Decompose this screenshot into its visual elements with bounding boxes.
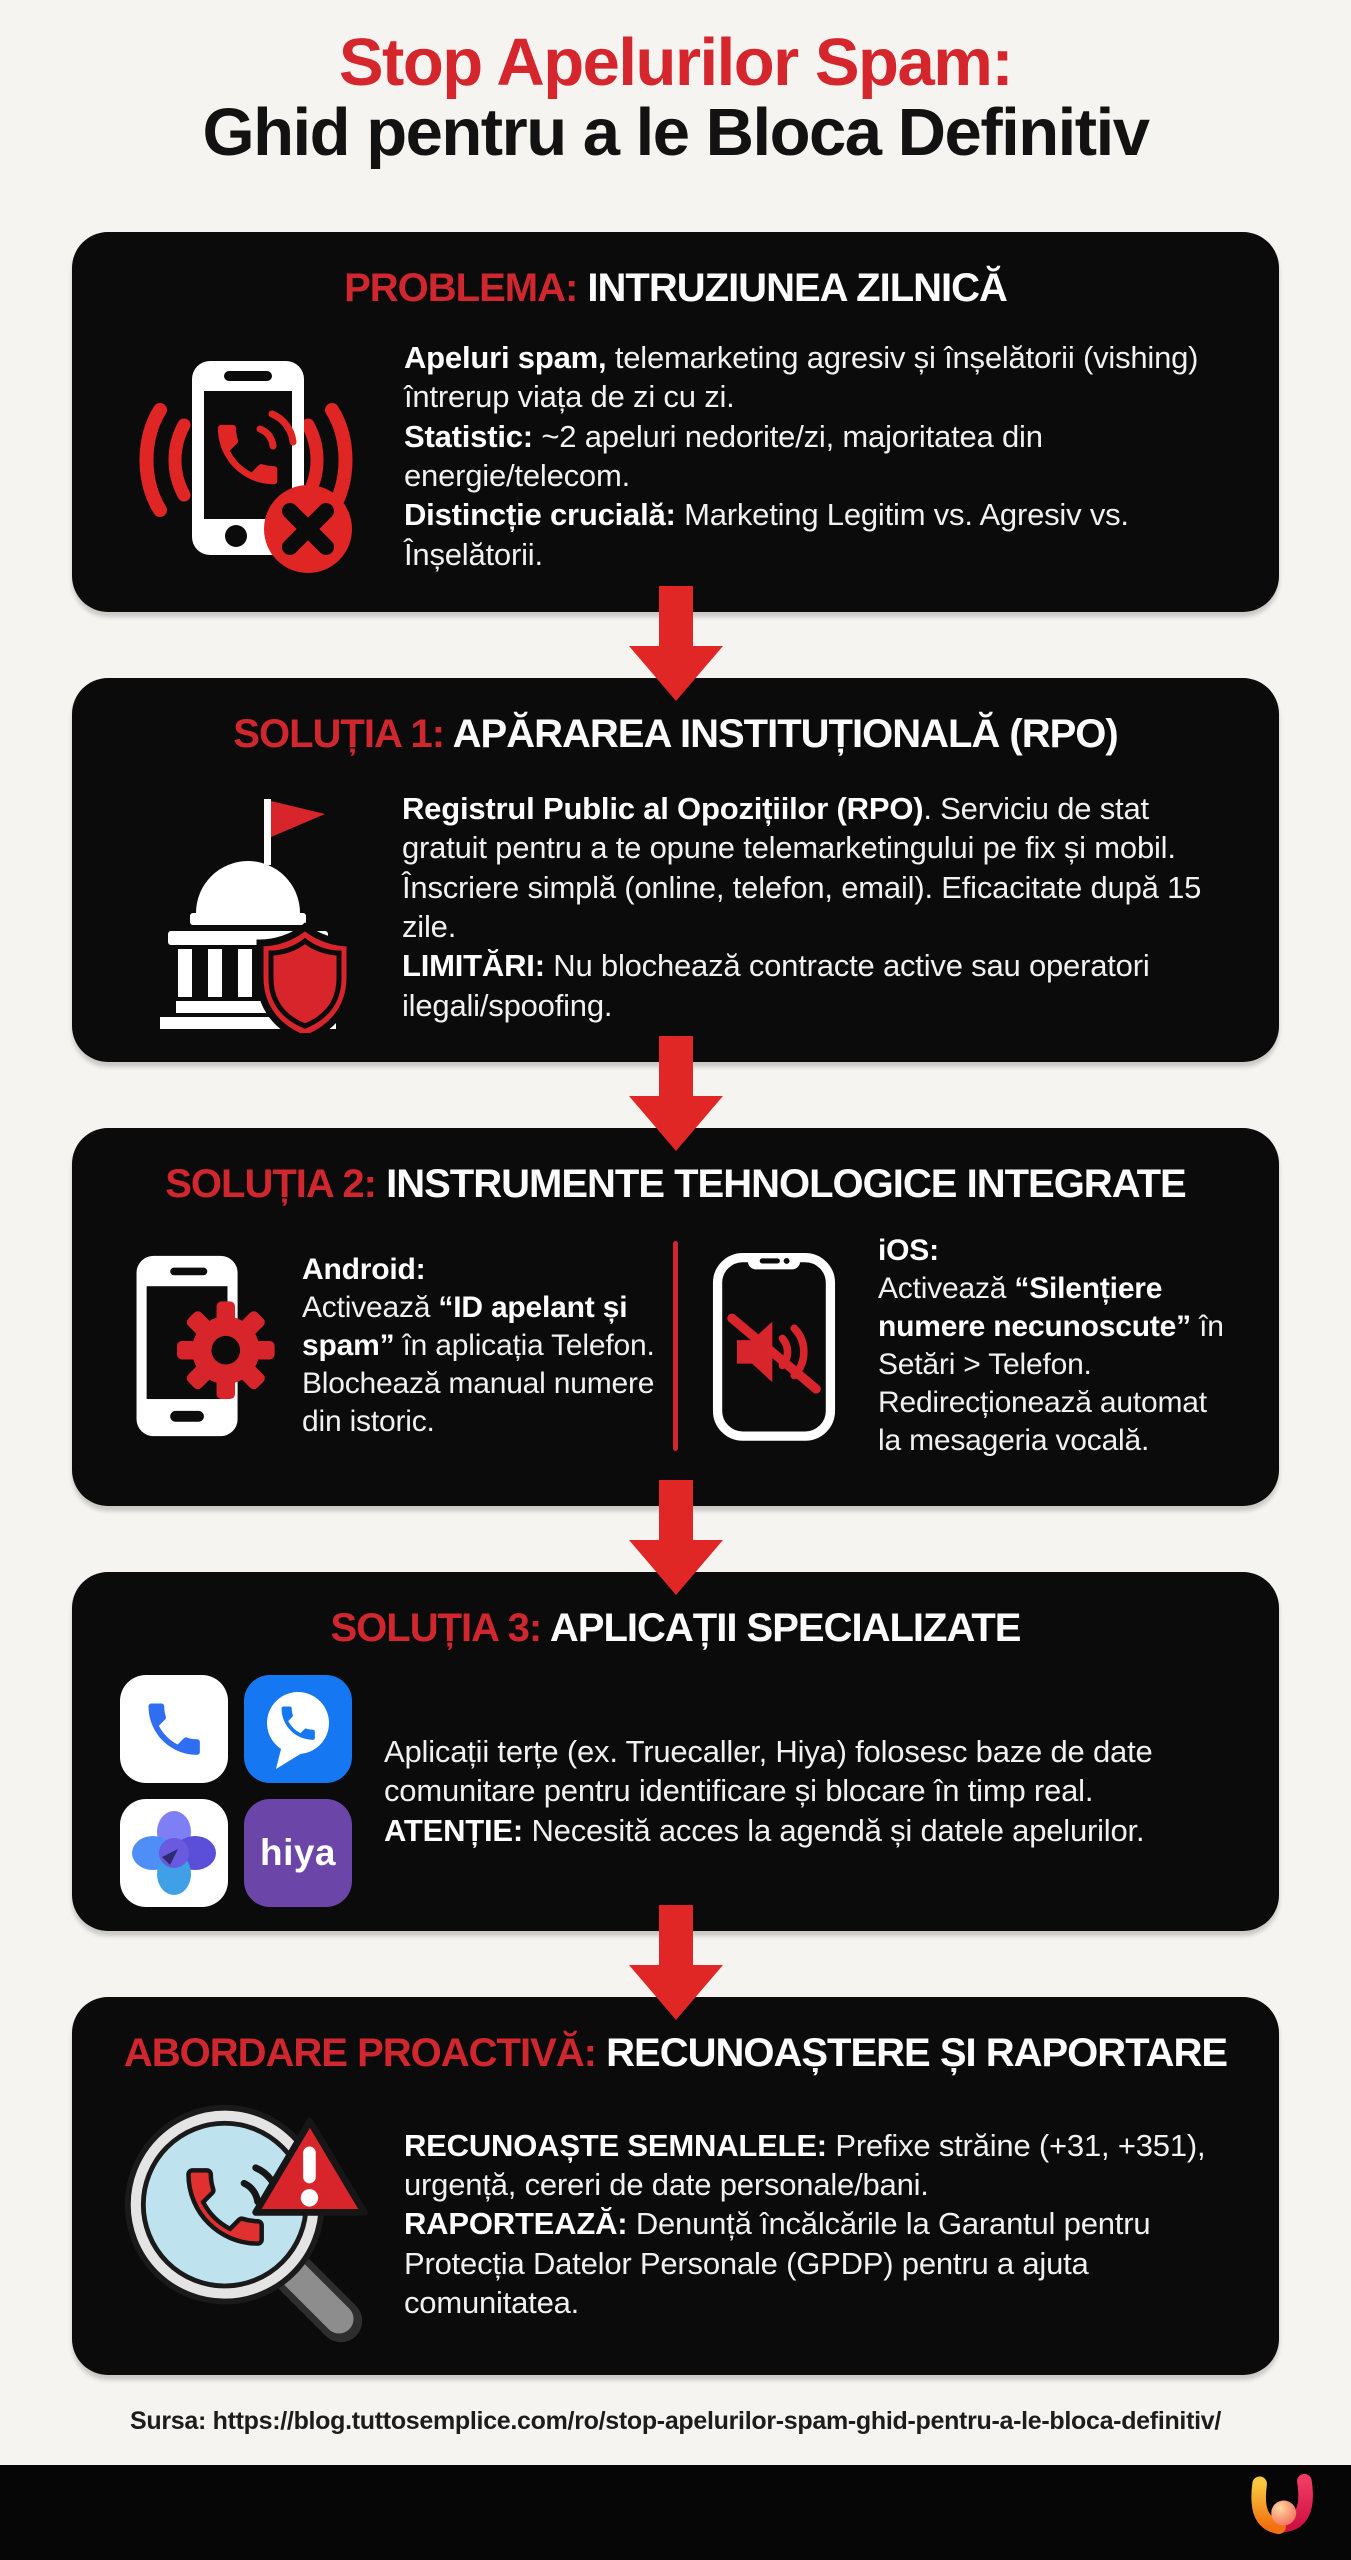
government-shield-icon (120, 781, 370, 1033)
down-arrow-icon (629, 1480, 723, 1595)
flow-arrow (0, 1506, 1351, 1572)
down-arrow-icon (629, 1036, 723, 1151)
header-label-white: RECUNOAȘTERE ȘI RAPORTARE (606, 2031, 1228, 2075)
text-segment: Aplicații terțe (ex. Truecaller, Hiya) folosesc baze de date comunitare pentru identificare și blocare în timp real. (384, 1733, 1153, 1809)
text-segment: Marketing Legitim vs. Agresiv vs. Înșelătorii. (404, 497, 1129, 572)
card-abordare-proactiva (72, 1997, 1279, 2375)
text-segment-bold: Registrul Public al Opozițiilor (RPO) (402, 790, 924, 826)
caller-id-app-icon (120, 1799, 228, 1907)
paragraph (878, 1232, 1233, 1270)
spam-phone-icon (120, 335, 372, 577)
ios-phone-mute-icon (694, 1231, 854, 1461)
text-segment: . Serviciu de stat gratuit pentru a te opune telemarketingului pe fix și mobil. Înscriere simplă (online, telefon, email). Eficacitate după 15 zile. (402, 790, 1202, 944)
text-segment-bold: RAPORTEAZĂ: (404, 2206, 628, 2242)
header-label-red: SOLUȚIA 3: (330, 1606, 542, 1650)
flow-arrow (0, 1931, 1351, 1997)
title-line-1: Stop Apelurilor Spam: (338, 25, 1013, 100)
paragraph (402, 789, 1231, 946)
paragraph (302, 1251, 657, 1289)
text-segment: Prefixe străine (+31, +351), urgență, cereri de date personale/bani. (404, 2127, 1206, 2202)
text-segment: Redirecționează automat la mesageria vocală. (878, 1386, 1207, 1458)
card-problema-text (404, 338, 1231, 574)
paragraph (404, 2204, 1231, 2322)
text-segment: Blochează manual numere din istoric. (302, 1367, 655, 1439)
paragraph (404, 417, 1231, 496)
card-solutia-2-header (114, 1162, 1237, 1207)
text-segment: în aplicația Telefon. (394, 1328, 655, 1362)
down-arrow-icon (629, 1905, 723, 2020)
card-problema-header (114, 266, 1237, 311)
text-segment-bold: RECUNOAȘTE SEMNALELE: (404, 2127, 827, 2163)
card-solutia-3-text (384, 1732, 1231, 1850)
header-label-white: APĂRAREA INSTITUȚIONALĂ (RPO) (452, 712, 1118, 756)
card-solutia-2 (72, 1128, 1279, 1506)
text-segment-bold: “ID apelant și spam” (302, 1290, 628, 1362)
text-segment: Denunță încălcările la Garantul pentru Protecția Datelor Personale (GPDP) pentru a ajuta comunitatea. (404, 2206, 1151, 2321)
header-label-red: ABORDARE PROACTIVĂ: (123, 2031, 596, 2075)
paragraph (404, 2126, 1231, 2205)
ios-column (694, 1231, 1233, 1461)
android-text (302, 1251, 657, 1441)
card-solutia-3 (72, 1572, 1279, 1931)
text-segment-bold: Apeluri spam, (404, 339, 607, 375)
header-label-white: INTRUZIUNEA ZILNICĂ (587, 266, 1007, 310)
header-label-red: SOLUȚIA 2: (165, 1162, 376, 1206)
brand-u-logo (1239, 2470, 1325, 2556)
text-segment: ~2 apeluri nedorite/zi, majoritatea din energie/telecom. (404, 418, 1043, 493)
text-segment-bold: ATENȚIE: (384, 1812, 524, 1848)
hiya-icon (244, 1799, 352, 1907)
app-icons-grid (120, 1675, 352, 1907)
text-segment-bold: Distincție crucială: (404, 497, 676, 533)
flow-arrow (0, 1062, 1351, 1128)
down-arrow-icon (629, 586, 723, 701)
paragraph (878, 1270, 1233, 1384)
paragraph (878, 1384, 1233, 1460)
column-divider (673, 1241, 678, 1451)
page-title (0, 0, 1351, 232)
card-solutia-1-header (114, 712, 1237, 757)
title-line-2: Ghid pentru a le Bloca Definitiv (202, 95, 1149, 171)
text-segment-bold: iOS: (878, 1233, 939, 1267)
card-solutia-1 (72, 678, 1279, 1062)
android-phone-gear-icon (118, 1231, 278, 1461)
text-segment-bold: Statistic: (404, 418, 533, 454)
text-segment: telemarketing agresiv și înșelătorii (vishing) întrerup viața de zi cu zi. (404, 339, 1199, 415)
card-problema (72, 232, 1279, 612)
hiya-logo-text: hiya (259, 1832, 337, 1873)
text-segment: Necesită acces la agendă și datele apelurilor. (523, 1812, 1145, 1848)
text-segment: Nu blochează contracte active sau operatori ilegali/spoofing. (402, 948, 1150, 1023)
ios-text (878, 1232, 1233, 1461)
paragraph (404, 495, 1231, 574)
source-attribution: Sursa: https://blog.tuttosemplice.com/ro/stop-apelurilor-spam-ghid-pentru-a-le-bloca-definitiv/ (130, 2407, 1221, 2435)
text-segment: în Setări > Telefon. (878, 1309, 1224, 1381)
paragraph (302, 1289, 657, 1365)
paragraph (384, 1732, 1231, 1811)
paragraph (384, 1811, 1231, 1850)
phone-app-icon (120, 1675, 228, 1783)
flow-arrow (0, 612, 1351, 678)
header-label-white: INSTRUMENTE TEHNOLOGICE INTEGRATE (386, 1162, 1186, 1206)
text-segment: Activează (302, 1290, 439, 1324)
paragraph (404, 338, 1231, 417)
header-label-white: APLICAȚII SPECIALIZATE (549, 1606, 1021, 1650)
text-segment-bold: Android: (302, 1252, 426, 1286)
header-label-red: SOLUȚIA 1: (233, 712, 445, 756)
card-solutia-3-header (114, 1606, 1237, 1651)
magnifier-alert-icon (120, 2100, 372, 2348)
truecaller-icon (244, 1675, 352, 1783)
footer-bar (0, 2465, 1351, 2560)
android-column (118, 1231, 657, 1461)
text-segment-bold: LIMITĂRI: (402, 948, 545, 984)
card-abordare-text (404, 2126, 1231, 2323)
card-abordare-header (114, 2031, 1237, 2076)
paragraph (302, 1365, 657, 1441)
paragraph (402, 946, 1231, 1025)
card-solutia-1-text (402, 789, 1231, 1025)
text-segment-bold: “Silențiere numere necunoscute” (878, 1271, 1191, 1343)
header-label-red: PROBLEMA: (344, 266, 578, 310)
text-segment: Activează (878, 1271, 1015, 1305)
